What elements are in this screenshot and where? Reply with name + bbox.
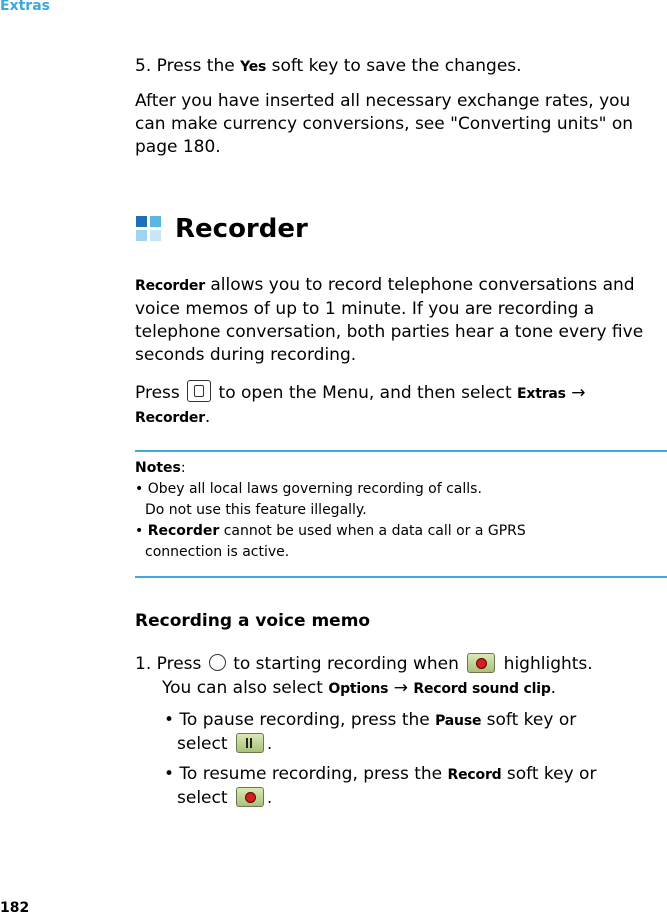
resume-bullet-line-2: select . <box>177 788 273 808</box>
note-1-line-1: • Obey all local laws governing recording of calls. <box>135 481 482 497</box>
record-button-icon <box>236 787 264 807</box>
subsection-title: Recording a voice memo <box>135 611 371 631</box>
exchange-rates-paragraph: After you have inserted all necessary exchange rates, you can make currency conversions, see "Converting units" on page 180. <box>135 91 634 157</box>
notes-label: Notes: <box>135 460 186 476</box>
pause-button-icon <box>236 733 264 753</box>
center-key-icon <box>209 654 226 671</box>
note-2-line-2: connection is active. <box>145 544 290 560</box>
record-button-icon <box>467 653 495 673</box>
running-header: Extras <box>0 0 50 14</box>
page-number: 182 <box>0 900 30 916</box>
section-icon <box>136 216 162 242</box>
memo-step-1-alt: You can also select Options → Record sound clip. <box>162 678 557 698</box>
recorder-description: Recorder allows you to record telephone conversations and voice memos of up to 1 minute. If you are recording a telephone conversation, both parties hear a tone every five seconds during recording. <box>135 275 644 365</box>
yes-key-label: Yes <box>240 59 267 75</box>
step-5: 5. Press the Yes soft key to save the changes. <box>135 56 522 76</box>
pause-bullet: • To pause recording, press the Pause soft key or <box>164 710 577 730</box>
notes-box <box>135 450 667 578</box>
pause-bullet-line-2: select . <box>177 734 273 754</box>
resume-bullet: • To resume recording, press the Record soft key or <box>164 764 597 784</box>
section-title: Recorder <box>175 214 308 244</box>
memo-step-1: 1. Press to starting recording when highlights. <box>135 654 593 674</box>
step-number: 5. <box>135 56 152 76</box>
note-1-line-2: Do not use this feature illegally. <box>145 502 367 518</box>
note-2-line-1: • Recorder cannot be used when a data call or a GPRS <box>135 523 526 539</box>
open-menu-instruction: Press to open the Menu, and then select Extras → Recorder. <box>135 380 665 430</box>
menu-key-icon <box>187 380 211 402</box>
